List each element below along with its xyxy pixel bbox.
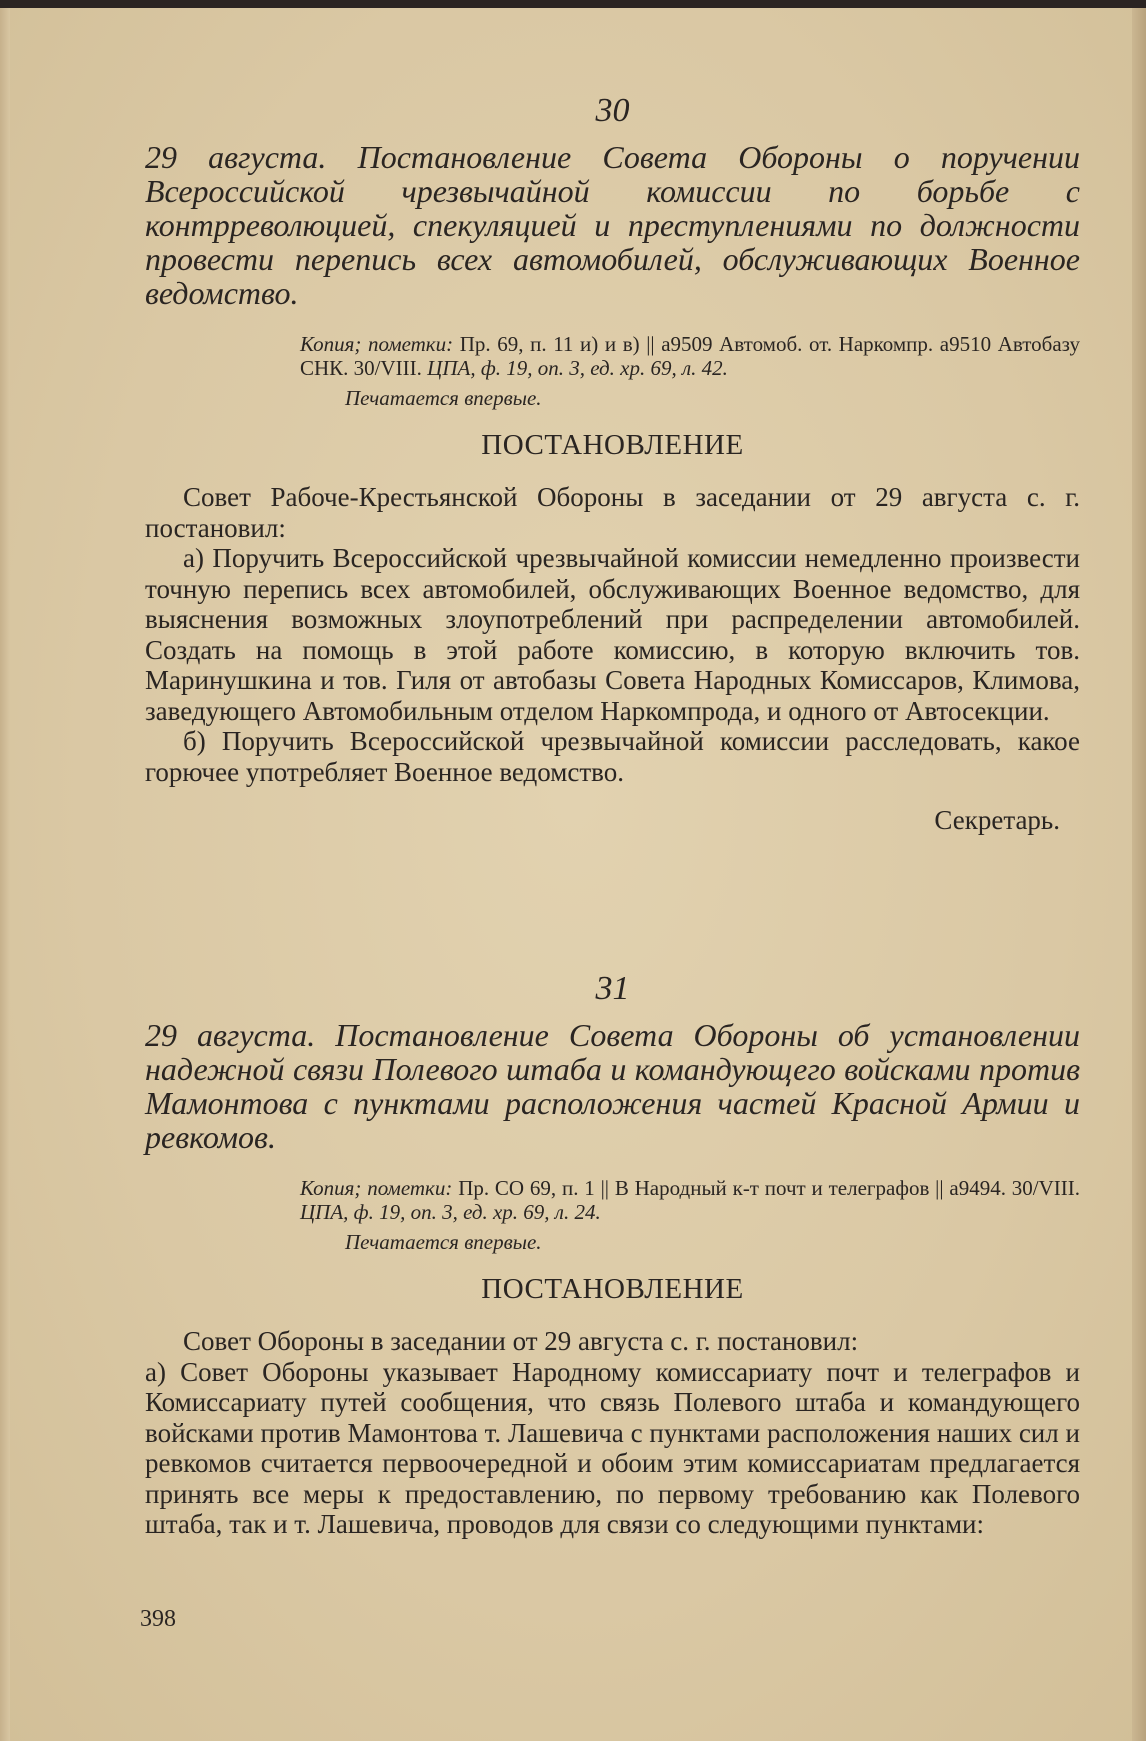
first-published-note: Печатается впервые.	[345, 386, 542, 410]
paragraph: а) Совет Обороны указывает Народному комиссариату почт и телеграфов и Комиссариату путей сообщения, что связь Полевого штаба и командующего войсками против Мамонтова т. Лашевича с пунктами расположения наших сил и ревкомов считается первоочередной и обоим этим комиссариатам предлагается принять все меры к предоставлению, по первому требованию как Полевого штаба, так и т. Лашевича, проводов для связи со следующими пунктами:	[145, 1356, 1080, 1539]
paragraph: б) Поручить Всероссийской чрезвычайной комиссии расследовать, какое горючее употребляет Военное ведомство.	[145, 726, 1080, 787]
page-edge-right	[1132, 8, 1146, 1741]
page-edge-left	[0, 8, 10, 1741]
document-heading: 29 августа. Постановление Совета Обороны о поручении Всероссийской чрезвычайной комиссии по борьбе с контрреволюцией, спекуляцией и преступлениями по должности провести перепись всех автомобилей, обслуживающих Военное ведомство.	[145, 139, 1080, 311]
note-text: Пр. 69, п. 11 и) и в) || а9509 Автомоб. от. Наркомпр. а9510 Автобазу СНК. 30/VIII.	[300, 332, 1081, 380]
resolution-body	[145, 1326, 1080, 1540]
note-text: Пр. СО 69, п. 1 || В Народный к-т почт и телеграфов || а9494. 30/VIII.	[458, 1176, 1081, 1200]
note-archive: ЦПА, ф. 19, оп. 3, ед. хр. 69, л. 42.	[427, 356, 728, 380]
document-31	[145, 970, 1080, 1540]
resolution-title: ПОСТАНОВЛЕНИЕ	[481, 429, 744, 461]
document-heading: 29 августа. Постановление Совета Обороны об установлении надежной связи Полевого штаба и командующего войсками против Мамонтова с пунктами расположения частей Красной Армии и ревкомов.	[145, 1017, 1080, 1155]
note-label: Копия; пометки:	[300, 332, 454, 356]
note-label: Копия; пометки:	[300, 1176, 453, 1200]
page-number: 398	[140, 1606, 176, 1632]
document-number: 30	[595, 92, 630, 129]
first-published-note: Печатается впервые.	[345, 1230, 542, 1254]
signature: Секретарь.	[934, 805, 1060, 835]
source-note	[300, 1176, 1080, 1224]
document-number: 31	[595, 970, 630, 1007]
resolution-body	[145, 482, 1080, 787]
note-archive: ЦПА, ф. 19, оп. 3, ед. хр. 69, л. 24.	[300, 1200, 601, 1224]
resolution-title: ПОСТАНОВЛЕНИЕ	[481, 1273, 744, 1305]
paragraph: Совет Обороны в заседании от 29 августа с. г. постановил:	[183, 1326, 859, 1356]
document-30	[145, 92, 1080, 836]
paragraph: Совет Рабоче-Крестьянской Обороны в заседании от 29 августа с. г. постановил:	[145, 482, 1080, 543]
paragraph: а) Поручить Всероссийской чрезвычайной комиссии немедленно произвести точную перепись всех автомобилей, обслуживающих Военное ведомство, для выяснения возможных злоупотреблений при распределении автомобилей. Создать на помощь в этой работе комиссию, в которую включить тов. Маринушкина и тов. Гиля от автобазы Совета Народных Комиссаров, Климова, заведующего Автомобильным отделом Наркомпрода, и одного от Автосекции.	[145, 543, 1080, 726]
source-note	[300, 332, 1080, 380]
book-page	[0, 8, 1146, 1741]
